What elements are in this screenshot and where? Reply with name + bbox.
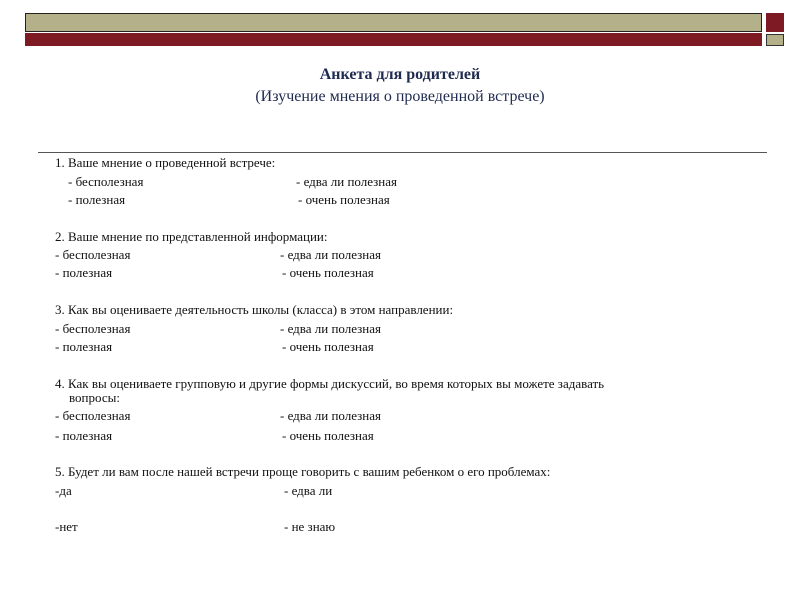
- document-title: Анкета для родителей: [319, 66, 481, 83]
- question-3-option-very-useful: - очень полезная: [282, 339, 374, 354]
- document-title-block: [0, 64, 800, 108]
- question-4-text-line2: вопросы:: [69, 390, 120, 405]
- document-subtitle: (Изучение мнения о проведенной встрече): [255, 88, 545, 105]
- question-4-option-very-useful: - очень полезная: [282, 428, 374, 443]
- question-4-option-hardly-useful: - едва ли полезная: [280, 408, 382, 423]
- header-bar-olive: [25, 13, 762, 32]
- question-2-option-useless: - бесполезная: [55, 247, 131, 262]
- question-3-option-hardly-useful: - едва ли полезная: [280, 321, 382, 336]
- header-bar-maroon: [25, 33, 762, 46]
- question-1-option-useless: - бесполезная: [68, 174, 144, 189]
- question-3-text: 3. Как вы оцениваете деятельность школы (класса) в этом направлении:: [55, 302, 454, 317]
- question-1-option-hardly-useful: - едва ли полезная: [296, 174, 398, 189]
- question-1-option-very-useful: - очень полезная: [298, 192, 390, 207]
- question-4-text-line1: 4. Как вы оцениваете групповую и другие формы дискуссий, во время которых вы можете задавать: [55, 376, 605, 391]
- question-5-option-dont-know: - не знаю: [284, 519, 336, 534]
- question-3-option-useful: - полезная: [55, 339, 113, 354]
- question-2-text: 2. Ваше мнение по представленной информации:: [55, 229, 328, 244]
- question-5-option-hardly: - едва ли: [284, 483, 333, 498]
- question-4-option-useful: - полезная: [55, 428, 113, 443]
- question-1-option-useful: - полезная: [68, 192, 126, 207]
- question-2-option-useful: - полезная: [55, 265, 113, 280]
- title-divider: [38, 152, 767, 153]
- question-3-option-useless: - бесполезная: [55, 321, 131, 336]
- question-2-option-hardly-useful: - едва ли полезная: [280, 247, 382, 262]
- question-5-option-yes: -да: [55, 483, 72, 498]
- question-2-option-very-useful: - очень полезная: [282, 265, 374, 280]
- header-square-olive: [766, 34, 784, 46]
- question-1-text: 1. Ваше мнение о проведенной встрече:: [55, 155, 276, 170]
- question-5-text: 5. Будет ли вам после нашей встречи проще говорить с вашим ребенком о его проблемах:: [55, 464, 551, 479]
- header-square-maroon: [766, 13, 784, 32]
- question-5-option-no: -нет: [55, 519, 78, 534]
- question-4-option-useless: - бесполезная: [55, 408, 131, 423]
